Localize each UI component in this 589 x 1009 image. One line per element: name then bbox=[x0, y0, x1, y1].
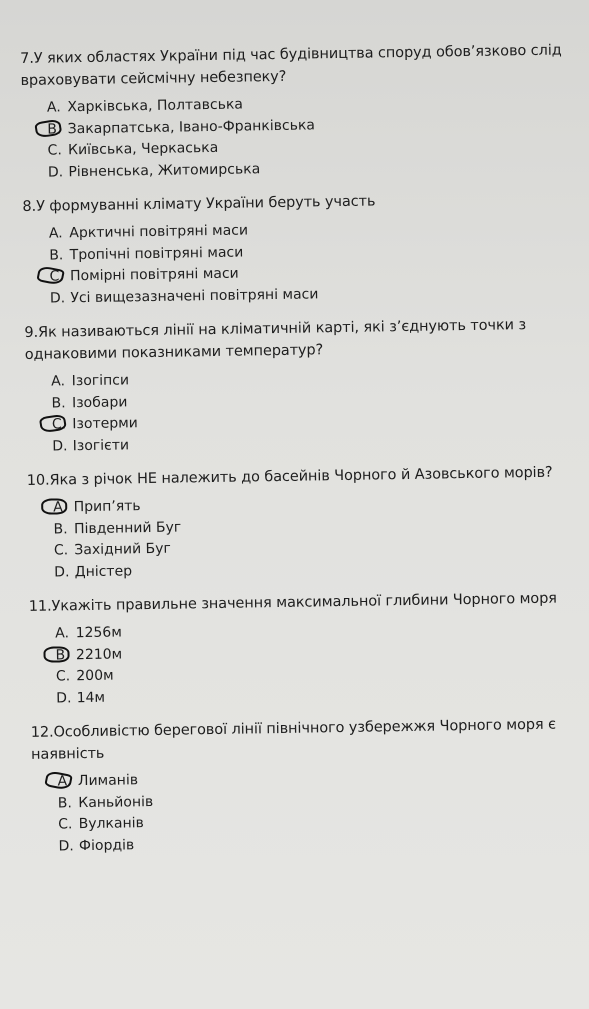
option-letter: C. bbox=[53, 542, 69, 559]
question-text: 7.У яких областях України під час будівництва споруд обов’язково слід враховувати сейсмічну небезпеку? bbox=[20, 42, 562, 89]
option-text: Помірні повітряні маси bbox=[69, 265, 239, 285]
option-letter: B. bbox=[49, 246, 64, 264]
question-text: 11.Укажіть правильне значення максимальної глибини Чорного моря bbox=[28, 590, 557, 615]
option-text: 200м bbox=[76, 667, 114, 685]
option-letter: B. bbox=[47, 120, 62, 138]
option-text: Лиманів bbox=[77, 772, 139, 790]
option-letter: B. bbox=[57, 794, 73, 811]
option-text: Фіордів bbox=[78, 836, 135, 854]
option-letter: A. bbox=[55, 625, 70, 642]
option-list bbox=[23, 215, 584, 310]
option-letter: D. bbox=[52, 437, 68, 455]
option-letter: A. bbox=[57, 773, 72, 790]
question-9 bbox=[24, 313, 586, 458]
option-text: 14м bbox=[76, 689, 106, 706]
option-list bbox=[27, 489, 588, 584]
option-list bbox=[31, 763, 589, 858]
option-letter: D. bbox=[49, 289, 66, 307]
quiz-content bbox=[20, 39, 589, 870]
option-text: Західний Буг bbox=[74, 540, 171, 559]
option-text: 1256м bbox=[75, 624, 122, 642]
option-list bbox=[21, 89, 582, 184]
option-letter: A. bbox=[46, 99, 61, 116]
option-letter: A. bbox=[53, 499, 68, 516]
option-text: Дністер bbox=[74, 562, 133, 580]
option-letter: D. bbox=[58, 837, 74, 854]
option-list bbox=[25, 363, 586, 458]
option-text: Харківська, Полтавська bbox=[67, 96, 244, 116]
option-letter: D. bbox=[54, 563, 70, 581]
option-letter: D. bbox=[47, 163, 64, 181]
option-letter: B. bbox=[53, 520, 68, 538]
option-letter: C. bbox=[55, 668, 71, 685]
question-8 bbox=[22, 187, 584, 310]
option-text: Ізобари bbox=[71, 393, 128, 411]
option-text: Усі вищезазначені повітряні маси bbox=[70, 285, 319, 306]
option-text: Тропічні повітряні маси bbox=[69, 244, 244, 263]
option-text: Ізотерми bbox=[72, 415, 138, 433]
option-text: Київська, Черкаська bbox=[67, 139, 219, 159]
question-10 bbox=[27, 461, 589, 584]
option-text: Прип’ять bbox=[73, 498, 141, 516]
option-letter: C. bbox=[58, 816, 73, 833]
option-text: Вулканів bbox=[78, 815, 144, 833]
question-11 bbox=[29, 587, 589, 710]
option-text: Ізогієти bbox=[72, 436, 130, 454]
question-text: 10.Яка з річок НЕ належить до басейнів Чорного й Азовського морів? bbox=[26, 464, 553, 489]
option-text: Каньйонів bbox=[78, 793, 154, 811]
option-letter: B. bbox=[51, 394, 66, 412]
question-text: 8.У формуванні клімату України беруть участь bbox=[22, 193, 376, 215]
option-letter: C. bbox=[49, 268, 64, 285]
question-12 bbox=[31, 713, 589, 858]
option-text: Південний Буг bbox=[73, 519, 182, 537]
answer-circle-mark bbox=[43, 646, 69, 662]
option-letter: A. bbox=[51, 373, 66, 390]
option-text: Ізогіпси bbox=[71, 372, 130, 390]
option-text: 2210м bbox=[75, 645, 123, 663]
option-letter: B. bbox=[55, 646, 70, 664]
option-letter: C. bbox=[51, 416, 67, 433]
question-text: 9.Як називаються лінії на кліматичній карті, які з’єднують точки з однаковими показниками температур? bbox=[24, 317, 527, 363]
question-text: 12.Особливістю берегової лінії північного узбережжя Чорного моря є наявність bbox=[30, 716, 557, 763]
option-text: Рівненська, Житомирська bbox=[68, 160, 261, 180]
option-letter: A. bbox=[48, 225, 63, 242]
answer-circle-mark bbox=[41, 498, 67, 514]
option-letter: D. bbox=[56, 689, 72, 707]
option-text: Закарпатська, Івано-Франківська bbox=[67, 116, 316, 137]
question-7 bbox=[20, 39, 582, 184]
option-letter: C. bbox=[47, 142, 62, 159]
option-list bbox=[29, 615, 589, 710]
option-text: Арктичні повітряні маси bbox=[69, 222, 249, 242]
